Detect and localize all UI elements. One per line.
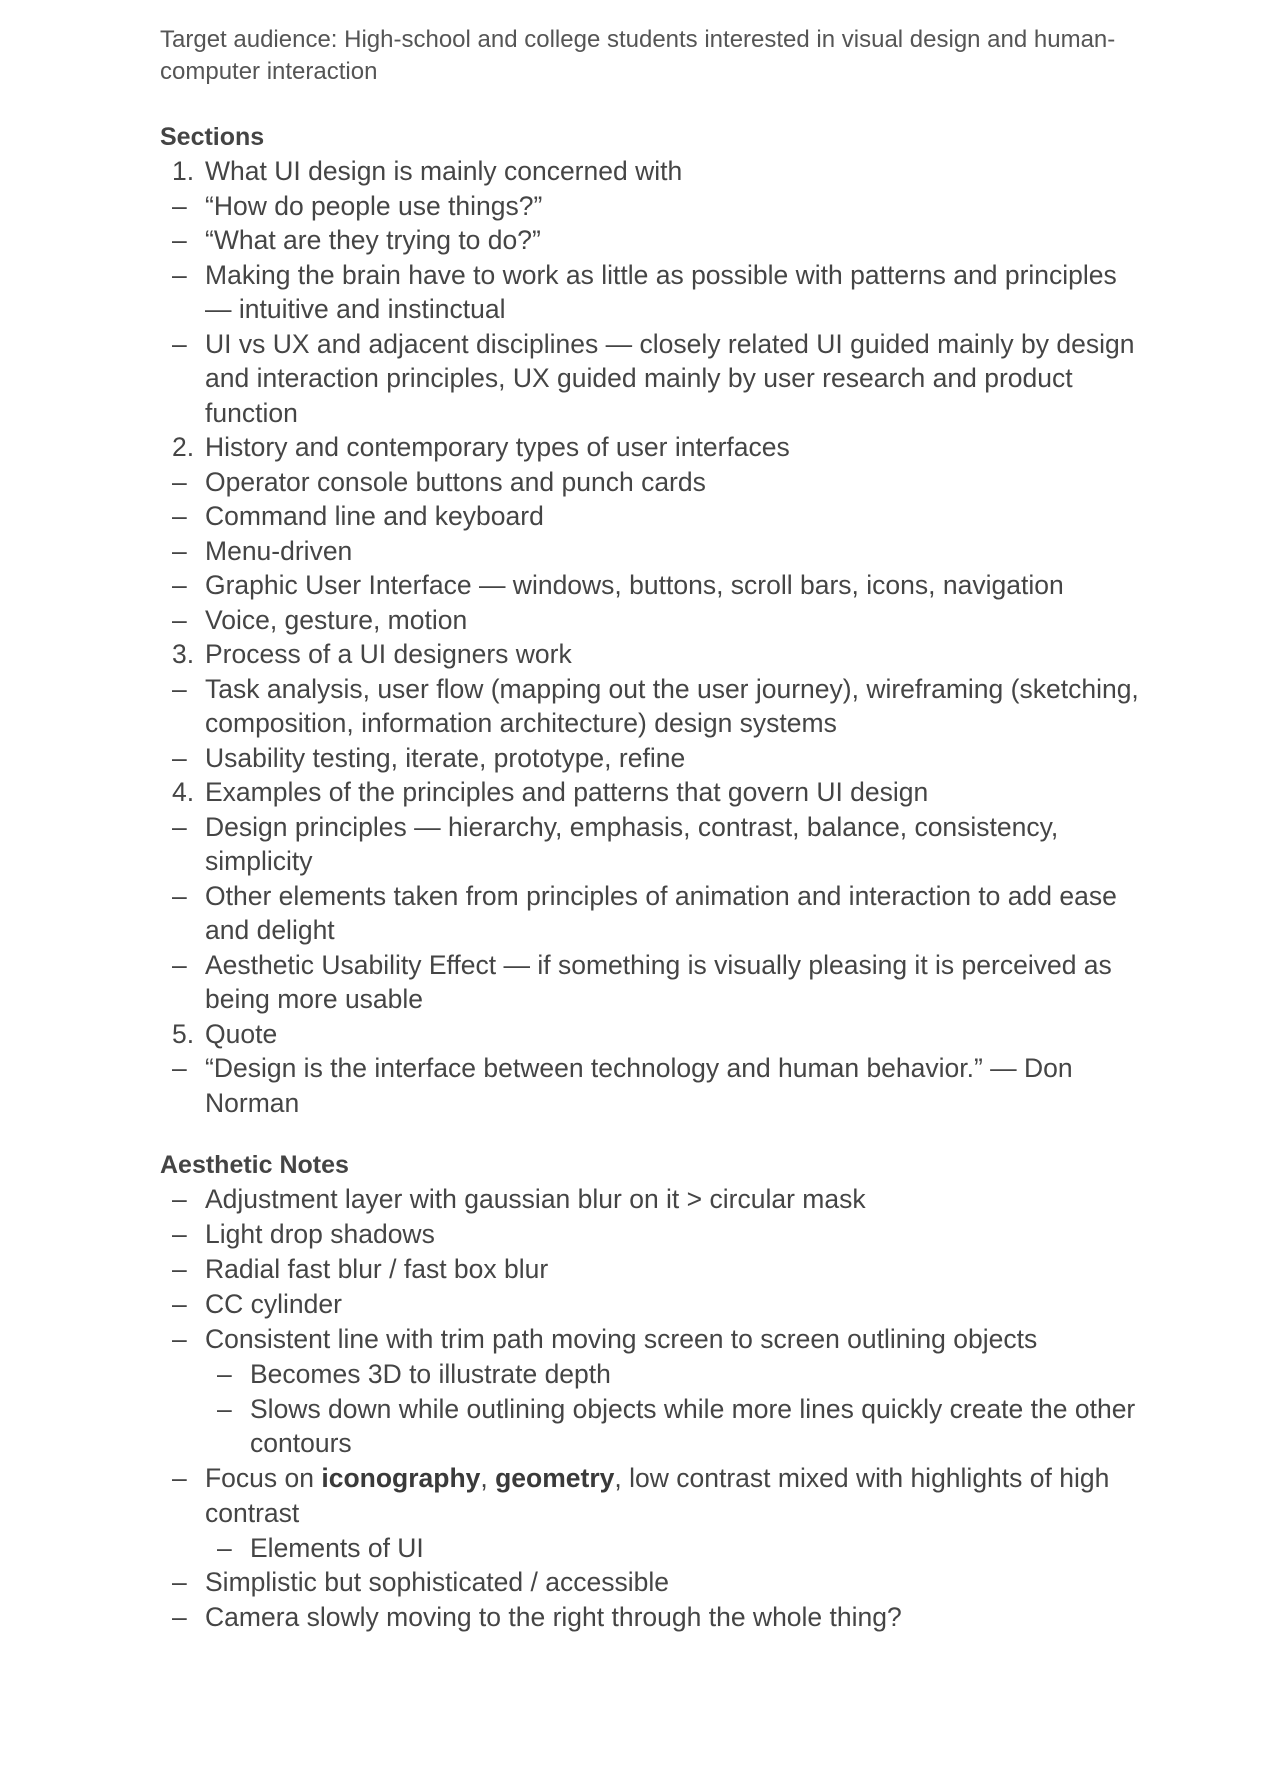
list-item [160, 672, 1140, 741]
list-item-text: Graphic User Interface — windows, buttons, scroll bars, icons, navigation [205, 570, 1064, 600]
list-item-text: Command line and keyboard [205, 501, 544, 531]
dash-bullet: – [172, 328, 187, 359]
list-item [160, 1217, 1140, 1252]
sections-heading: Sections [160, 123, 265, 151]
bold-text: iconography [321, 1462, 481, 1493]
list-item-text: Making the brain have to work as little as possible with patterns and principles — intuitive and instinctual [205, 259, 1117, 324]
dash-bullet: – [172, 673, 187, 704]
list-item-text: Camera slowly moving to the right through the whole thing? [205, 1602, 902, 1632]
list-item-text: “How do people use things?” [205, 190, 543, 221]
aesthetic-notes-list [160, 1182, 1140, 1635]
list-item-text: Task analysis, user flow (mapping out the user journey), wireframing (sketching, composition, information architecture) design systems [205, 673, 1139, 738]
section-item [160, 1017, 1140, 1052]
list-item [160, 1252, 1140, 1287]
dash-bullet: – [172, 1567, 187, 1597]
target-audience-text: Target audience: High-school and college students interested in visual design and human-computer interaction [160, 26, 1116, 85]
section-number: 5. [172, 1018, 195, 1049]
list-item [205, 1531, 1140, 1566]
list-item-text: Simplistic but sophisticated / accessible [205, 1567, 669, 1597]
list-item-text: Slows down while outlining objects while more lines quickly create the other contours [250, 1393, 1136, 1458]
dash-bullet: – [172, 1289, 187, 1319]
dash-bullet: – [172, 466, 187, 497]
section-item [160, 154, 1140, 189]
quote-item [160, 1051, 1140, 1120]
dash-bullet: – [172, 1602, 187, 1632]
list-item-text: Consistent line with trim path moving screen to screen outlining objects [205, 1324, 1038, 1354]
section-title: Examples of the principles and patterns that govern UI design [205, 777, 929, 807]
section-title: Process of a UI designers work [205, 639, 572, 669]
list-item-text: Voice, gesture, motion [205, 604, 468, 635]
section-sublist [160, 810, 1140, 1017]
text-run: , low contrast mixed with highlights of high contrast [205, 1462, 1110, 1528]
list-item-text: Light drop shadows [205, 1219, 435, 1249]
note-document [160, 24, 1140, 1635]
list-item [205, 1392, 1140, 1461]
section-number: 1. [172, 156, 195, 186]
section-title: History and contemporary types of user interfaces [205, 432, 790, 462]
list-item [160, 1565, 1140, 1600]
text-run: Focus on [205, 1462, 322, 1493]
section-sublist [160, 189, 1140, 431]
section-item [160, 775, 1140, 810]
list-item-text: Radial fast blur / fast box blur [205, 1254, 549, 1284]
list-item [160, 465, 1140, 500]
section-title: Quote [205, 1018, 278, 1049]
list-item-text: CC cylinder [205, 1289, 342, 1319]
dash-bullet: – [217, 1393, 232, 1424]
list-item [160, 1182, 1140, 1217]
dash-bullet: – [172, 811, 187, 842]
list-item-text: Other elements taken from principles of animation and interaction to add ease and delight [205, 880, 1117, 945]
list-item [160, 741, 1140, 776]
list-item [160, 568, 1140, 603]
list-item-text: Menu-driven [205, 535, 353, 566]
dash-bullet: – [172, 1184, 187, 1214]
bold-text: geometry [495, 1462, 615, 1493]
dash-bullet: – [172, 880, 187, 911]
list-item-text: Usability testing, iterate, prototype, refine [205, 742, 686, 773]
list-item [205, 1357, 1140, 1392]
dash-bullet: – [217, 1359, 232, 1389]
sections-list [160, 154, 1140, 1120]
nested-sublist [205, 1531, 1140, 1566]
dash-bullet: – [172, 259, 187, 290]
aesthetic-notes-heading: Aesthetic Notes [160, 1151, 349, 1179]
list-item-text: Aesthetic Usability Effect — if something is visually pleasing it is perceived as being more usable [205, 949, 1112, 1014]
section-sublist [160, 465, 1140, 638]
list-item [160, 1287, 1140, 1322]
dash-bullet: – [172, 1053, 187, 1083]
quote-text: “Design is the interface between technology and human behavior.” — Don Norman [205, 1053, 1073, 1118]
list-item [160, 1461, 1140, 1566]
section-number: 3. [172, 639, 195, 669]
dash-bullet: – [172, 1254, 187, 1284]
list-item [160, 258, 1140, 327]
list-item [160, 189, 1140, 224]
text-run: , [480, 1462, 496, 1493]
dash-bullet: – [172, 742, 187, 773]
section-sublist [160, 672, 1140, 776]
dash-bullet: – [172, 949, 187, 980]
section-item [160, 430, 1140, 465]
dash-bullet: – [172, 535, 187, 566]
list-item-text: Design principles — hierarchy, emphasis, contrast, balance, consistency, simplicity [205, 811, 1059, 876]
dash-bullet: – [172, 225, 187, 255]
list-item-text: Elements of UI [250, 1532, 424, 1563]
list-item [160, 534, 1140, 569]
list-item [160, 879, 1140, 948]
list-item-text: Operator console buttons and punch cards [205, 466, 706, 497]
dash-bullet: – [172, 190, 187, 221]
section-number: 2. [172, 432, 195, 462]
list-item [160, 223, 1140, 258]
list-item-text [205, 1463, 1109, 1528]
list-item [160, 327, 1140, 431]
list-item [160, 1322, 1140, 1461]
list-item [160, 810, 1140, 879]
dash-bullet: – [172, 1462, 187, 1493]
list-item-text: Adjustment layer with gaussian blur on it > circular mask [205, 1184, 866, 1214]
dash-bullet: – [172, 1219, 187, 1249]
dash-bullet: – [217, 1532, 232, 1563]
section-sublist [160, 1051, 1140, 1120]
list-item-text: “What are they trying to do?” [205, 225, 541, 255]
nested-sublist [205, 1357, 1140, 1461]
list-item [160, 948, 1140, 1017]
list-item [160, 499, 1140, 534]
list-item-text: UI vs UX and adjacent disciplines — closely related UI guided mainly by design and interaction principles, UX guided mainly by user research and product function [205, 328, 1135, 428]
section-number: 4. [172, 777, 195, 807]
list-item-text: Becomes 3D to illustrate depth [250, 1359, 611, 1389]
list-item [160, 1600, 1140, 1635]
dash-bullet: – [172, 570, 187, 600]
section-title: What UI design is mainly concerned with [205, 156, 683, 186]
list-item [160, 603, 1140, 638]
dash-bullet: – [172, 604, 187, 635]
section-item [160, 637, 1140, 672]
dash-bullet: – [172, 501, 187, 531]
dash-bullet: – [172, 1324, 187, 1354]
